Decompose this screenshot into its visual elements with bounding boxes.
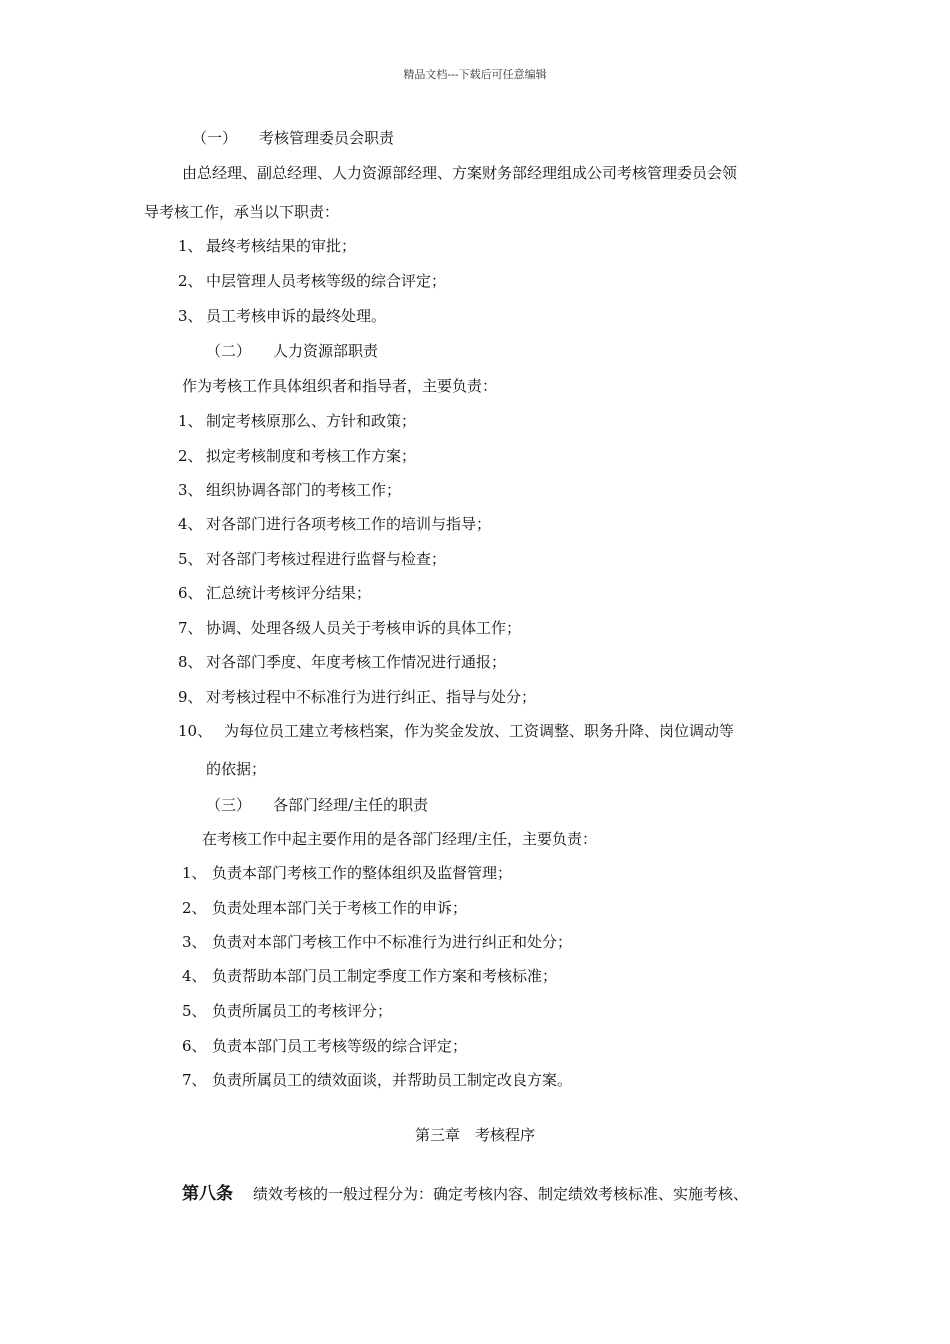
list-item [178,721,734,741]
list-item-number: 1、 [178,412,203,430]
list-item-text: 最终考核结果的审批； [206,237,357,255]
list-item-text: 制定考核原那么、方针和政策； [206,412,417,430]
chapter-title: 第三章 考核程序 [414,1126,535,1144]
list-item-text: 负责所属员工的考核评分； [212,1002,393,1020]
list-item-text: 负责处理本部门关于考核工作的申诉； [212,899,468,917]
section3-intro: 在考核工作中起主要作用的是各部门经理/主任，主要负责： [202,830,598,848]
list-item-number: 2、 [178,447,203,465]
list-item-text: 汇总统计考核评分结果； [206,584,372,602]
list-item-number: 3、 [178,481,203,499]
list-item-text: 对考核过程中不标准行为进行纠正、指导与处分； [206,688,537,706]
section1-intro-line1: 由总经理、副总经理、人力资源部经理、方案财务部经理组成公司考核管理委员会领 [182,164,738,182]
list-item [178,271,446,291]
list-item [178,652,506,672]
list-item-text: 负责帮助本部门员工制定季度工作方案和考核标准； [212,967,558,985]
list-item-number: 9、 [178,688,203,706]
article-label: 第八条 [182,1184,233,1204]
list-item [182,932,572,952]
list-item-text: 对各部门考核过程进行监督与检查； [206,550,447,568]
list-item-number: 3、 [182,933,207,951]
section1-heading-text: 考核管理委员会职责 [259,129,395,147]
list-item [182,1070,572,1090]
list-item [182,863,512,883]
section2-intro: 作为考核工作具体组织者和指导者，主要负责： [182,377,498,395]
list-item [178,583,371,603]
list-item-text: 负责本部门员工考核等级的综合评定； [212,1037,468,1055]
list-item [178,236,356,256]
list-item [178,306,386,326]
list-item-text: 对各部门进行各项考核工作的培训与指导； [206,515,492,533]
list-item-number: 3、 [178,307,203,325]
list-item-text: 负责对本部门考核工作中不标准行为进行纠正和处分； [212,933,573,951]
list-item [182,1001,392,1021]
list-item-text: 负责所属员工的绩效面谈，并帮助员工制定改良方案。 [212,1071,573,1089]
list-item-text: 协调、处理各级人员关于考核申诉的具体工作； [206,619,522,637]
list-item-text: 对各部门季度、年度考核工作情况进行通报； [206,653,507,671]
list-item-number: 2、 [182,899,207,917]
article-8 [182,1184,748,1204]
list-item [178,618,521,638]
article-text: 绩效考核的一般过程分为：确定考核内容、制定绩效考核标准、实施考核、 [253,1185,749,1203]
list-item-number: 1、 [178,237,203,255]
section2-heading [206,341,378,361]
section3-heading [206,795,428,815]
list-item-text: 负责本部门考核工作的整体组织及监督管理； [212,864,513,882]
list-item-number: 8、 [178,653,203,671]
list-item-text: 中层管理人员考核等级的综合评定； [206,272,447,290]
list-item-number: 4、 [182,967,207,985]
list-item-number: 4、 [178,515,203,533]
list-item [182,1036,467,1056]
section3-heading-text: 各部门经理/主任的职责 [273,796,429,814]
section2-heading-text: 人力资源部职责 [273,342,379,360]
section1-intro-line2: 导考核工作，承当以下职责： [144,203,340,221]
page-header: 精品文档---下载后可任意编辑 [403,68,547,81]
list-item-number: 1、 [182,864,207,882]
list-item [178,480,401,500]
section1-heading [192,128,394,148]
list-item-text: 员工考核申诉的最终处理。 [206,307,387,325]
section3-marker: （三） [206,796,252,814]
list-item-text: 组织协调各部门的考核工作； [206,481,402,499]
list-item-text: 拟定考核制度和考核工作方案； [206,447,417,465]
list-item [178,446,416,466]
list-item-number: 2、 [178,272,203,290]
list-item-number: 5、 [178,550,203,568]
list-item-continuation: 的依据； [206,760,267,778]
list-item [182,966,557,986]
list-item-text: 为每位员工建立考核档案，作为奖金发放、工资调整、职务升降、岗位调动等 [224,722,735,740]
list-item-number: 10、 [178,722,213,740]
list-item [178,687,536,707]
section1-marker: （一） [192,129,238,147]
list-item [182,898,467,918]
list-item [178,549,446,569]
list-item-number: 7、 [182,1071,207,1089]
list-item-number: 6、 [182,1037,207,1055]
list-item [178,514,491,534]
list-item-number: 7、 [178,619,203,637]
list-item-number: 5、 [182,1002,207,1020]
section2-marker: （二） [206,342,252,360]
list-item [178,411,416,431]
list-item-number: 6、 [178,584,203,602]
